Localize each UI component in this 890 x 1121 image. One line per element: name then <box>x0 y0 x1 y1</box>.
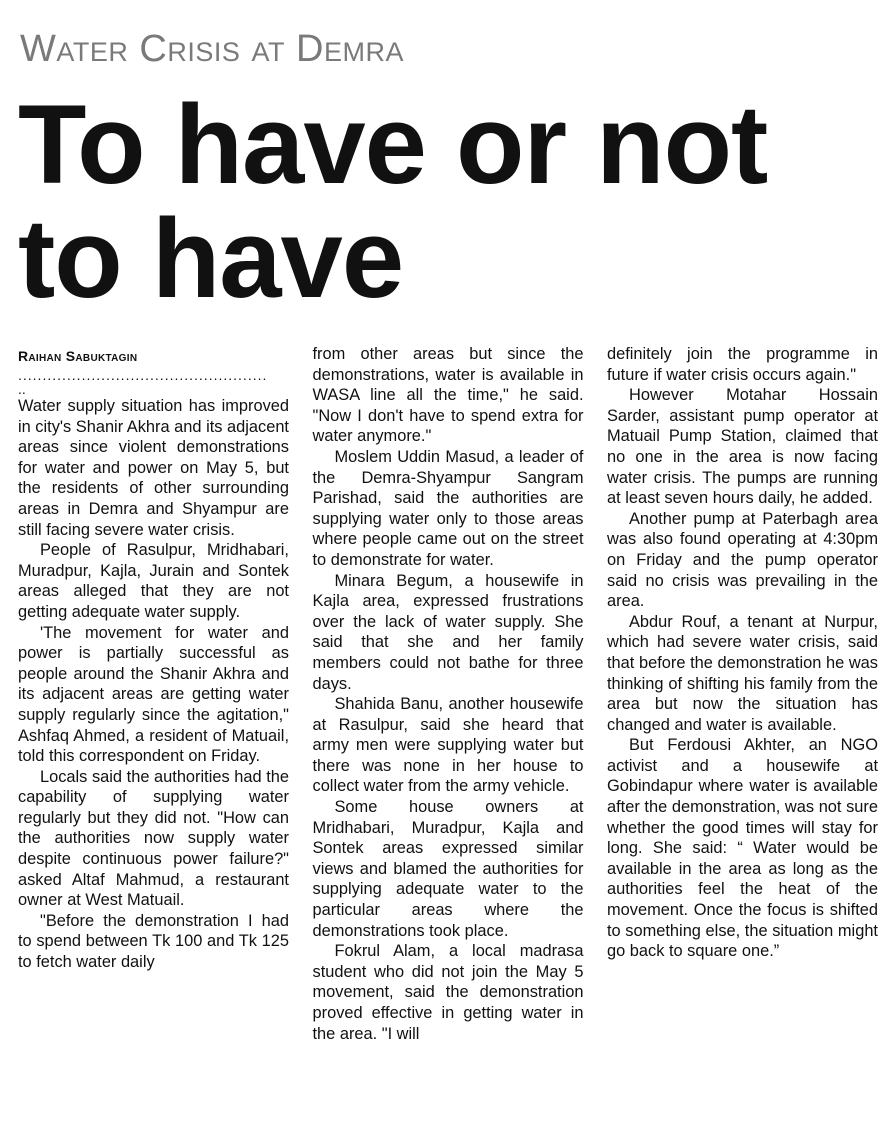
column-3 <box>607 344 878 1114</box>
byline-rule: ................................................... <box>18 367 268 383</box>
paragraph: Minara Begum, a housewife in Kajla area, expressed frustrations over the lack of water supply. She said that she and her family members could not bathe for three days. <box>312 571 584 693</box>
byline-rule-end: .. <box>18 381 26 397</box>
paragraph: from other areas but since the demonstrations, water is available in WASA line all the time," he said. "Now I don't have to spend extra for water anymore." <box>312 345 584 446</box>
article-headline: To have or not to have <box>18 82 768 321</box>
paragraph: Fokrul Alam, a local madrasa student who did not join the May 5 movement, said the demonstration proved effective in getting water in the area. "I will <box>312 942 584 1043</box>
paragraph: But Ferdousi Akhter, an NGO activist and a housewife at Gobindapur where water is available after the demonstration, was not sure whether the good times will stay for long. She said: “ Water would be available in the area as long as the authorities feel the heat of the movement. Once the focus is shifted to something else, the situation might go back to square one.” <box>607 736 878 961</box>
byline: Raihan Sabuktagin <box>18 348 138 364</box>
paragraph: Moslem Uddin Masud, a leader of the Demra-Shyampur Sangram Parishad, said the authorities are supplying water only to those areas where people came out on the street to demonstrate for water. <box>312 447 584 569</box>
paragraph: 'The movement for water and power is partially successful as people around the Shanir Akhra and its adjacent areas are getting water supply regularly since the agitation," Ashfaq Ahmed, a resident of Matuail, told this correspondent on Friday. <box>18 623 289 766</box>
column-1 <box>18 344 289 1114</box>
paragraph: However Motahar Hossain Sarder, assistant pump operator at Matuail Pump Station, claimed that no one in the area is now facing water crisis. The pumps are running at least seven hours daily, he added. <box>607 386 878 508</box>
paragraph: Another pump at Paterbagh area was also found operating at 4:30pm on Friday and the pump operator said no crisis was prevailing in the area. <box>607 509 878 611</box>
paragraph: Abdur Rouf, a tenant at Nurpur, which had severe water crisis, said that before the demonstration he was thinking of shifting his family from the area but now the situation has changed and water is available. <box>607 612 878 734</box>
paragraph: People of Rasulpur, Mridhabari, Muradpur, Kajla, Jurain and Sontek areas alleged that they are not getting adequate water supply. <box>18 541 289 621</box>
article-body <box>18 344 878 1114</box>
paragraph: Locals said the authorities had the capability of supplying water regularly but they did not. "How can the authorities now supply water despite continuous power failure?" asked Altaf Mahmud, a restaurant owner at West Matuail. <box>18 767 289 910</box>
paragraph: Shahida Banu, another housewife at Rasulpur, said she heard that army men were supplying water but there was none in her house to collect water from the army vehicle. <box>312 695 584 796</box>
paragraph: "Before the demonstration I had to spend between Tk 100 and Tk 125 to fetch water daily <box>18 911 289 972</box>
column-2 <box>313 344 584 1114</box>
paragraph: Water supply situation has improved in city's Shanir Akhra and its adjacent areas since violent demonstrations for water and power on May 5, but the residents of other surrounding areas in Demra and Shyampur are still facing severe water crisis. <box>18 397 289 539</box>
paragraph: definitely join the programme in future if water crisis occurs again." <box>607 345 878 384</box>
article-kicker: Water Crisis at Demra <box>20 28 404 70</box>
paragraph: Some house owners at Mridhabari, Muradpur, Kajla and Sontek areas expressed similar views and blamed the authorities for supplying adequate water to the particular areas where the demonstrations took place. <box>312 798 584 940</box>
